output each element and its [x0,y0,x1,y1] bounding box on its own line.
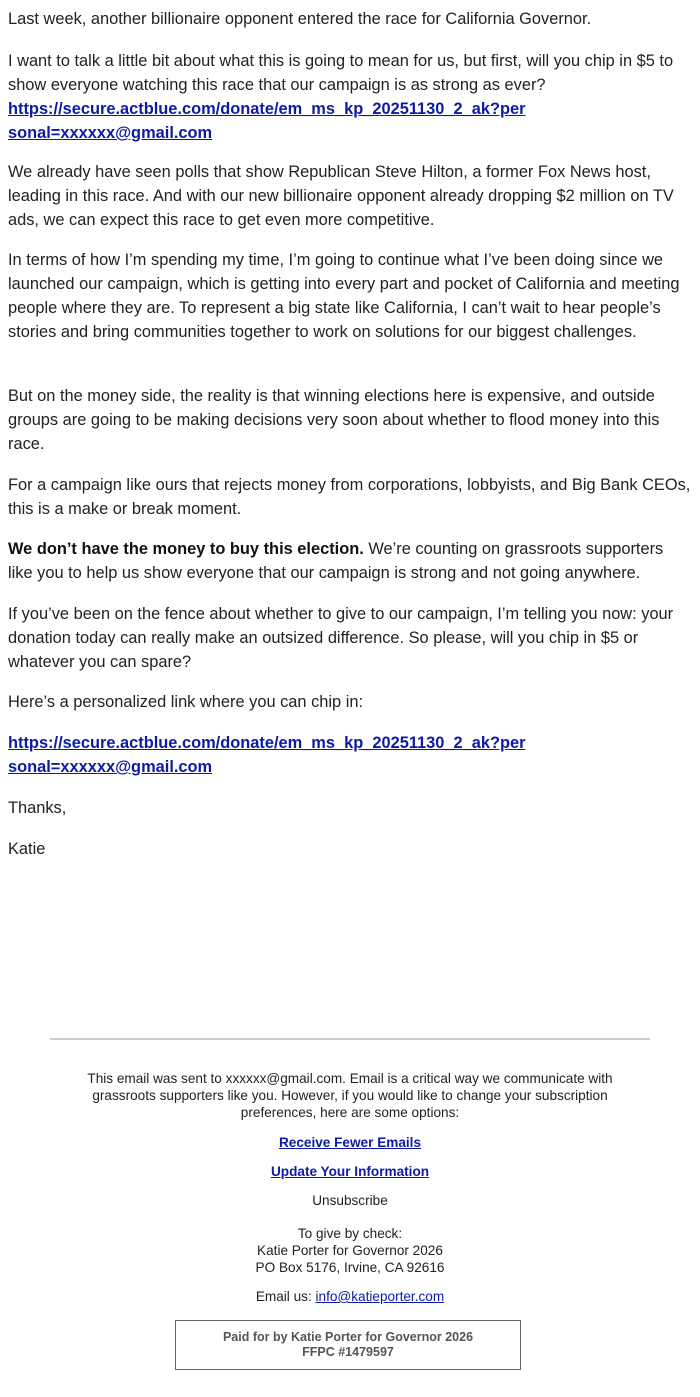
email-us-link[interactable]: info@katieporter.com [315,1289,445,1304]
unsubscribe-link[interactable]: Unsubscribe [312,1193,388,1208]
email-us [50,1288,650,1305]
paid-for-text: Paid for by Katie Porter for Governor 2026 [222,1330,474,1344]
receive-fewer-emails-link[interactable]: Receive Fewer Emails [278,1135,422,1150]
signature: Katie [8,840,46,858]
paragraph-money: But on the money side, the reality is that winning elections here is expensive, and outside groups are going to be making decisions very soon about whether to flood money into this race. [8,387,660,453]
paragraph-intro: Last week, another billionaire opponent entered the race for California Governor. [8,10,592,28]
paragraph-fence: If you’ve been on the fence about whether to give to our campaign, I’m telling you now: your donation today can really make an outsized difference. So please, will you chip in $5 or whatever you can spare? [8,605,674,671]
paragraph-moment: For a campaign like ours that rejects money from corporations, lobbyists, and Big Bank CEOs, this is a make or break moment. [8,476,691,518]
grassroots-text: We’re counting on grassroots supporters like you to help us show everyone that our campaign is strong and not going anywhere. [8,540,664,582]
paragraph-chip-in [8,49,692,145]
donate-link-top[interactable]: https://secure.actblue.com/donate/em_ms_kp_20251130_2_ak?personal=xxxxxx@gmail.com [8,100,526,142]
email-footer [50,1038,650,1359]
check-address-line-3: PO Box 5176, Irvine, CA 92616 [255,1260,445,1275]
update-information-link[interactable]: Update Your Information [270,1164,430,1179]
ffpc-number: FFPC #1479597 [302,1345,394,1359]
paragraph-grassroots [8,537,692,585]
footer-sent-to: This email was sent to xxxxxx@gmail.com. Email is a critical way we communicate with grassroots supporters like you. However, if you would like to change your subscription preferences, here are some options: [87,1071,613,1120]
donate-link-bottom[interactable]: https://secure.actblue.com/donate/em_ms_kp_20251130_2_ak?personal=xxxxxx@gmail.com [8,734,526,776]
paid-for-disclaimer [175,1320,521,1370]
paragraph-polls: We already have seen polls that show Republican Steve Hilton, a former Fox News host, leading in this race. And with our new billionaire opponent already dropping $2 million on TV ads, we can expect this race to get even more competitive. [8,163,674,229]
paragraph-time: In terms of how I’m spending my time, I’m going to continue what I’ve been doing since we launched our campaign, which is getting into every part and pocket of California and meeting people where they are. To represent a big state like California, I can’t wait to hear people’s stories and bring communities together to work on solutions for our biggest challenges. [8,251,680,341]
paragraph-link-bottom [8,731,528,779]
paragraph-link-intro: Here’s a personalized link where you can chip in: [8,693,364,711]
check-address [50,1225,650,1276]
check-address-line-2: Katie Porter for Governor 2026 [257,1243,443,1258]
grassroots-bold-text: We don’t have the money to buy this election. [8,540,364,558]
paragraph-chip-in-text: I want to talk a little bit about what this is going to mean for us, but first, will you chip in $5 to show everyone watching this race that our campaign is as strong as ever? [8,52,674,94]
check-address-line-1: To give by check: [297,1226,403,1241]
thanks-text: Thanks, [8,799,67,817]
email-us-label: Email us: [255,1289,316,1304]
